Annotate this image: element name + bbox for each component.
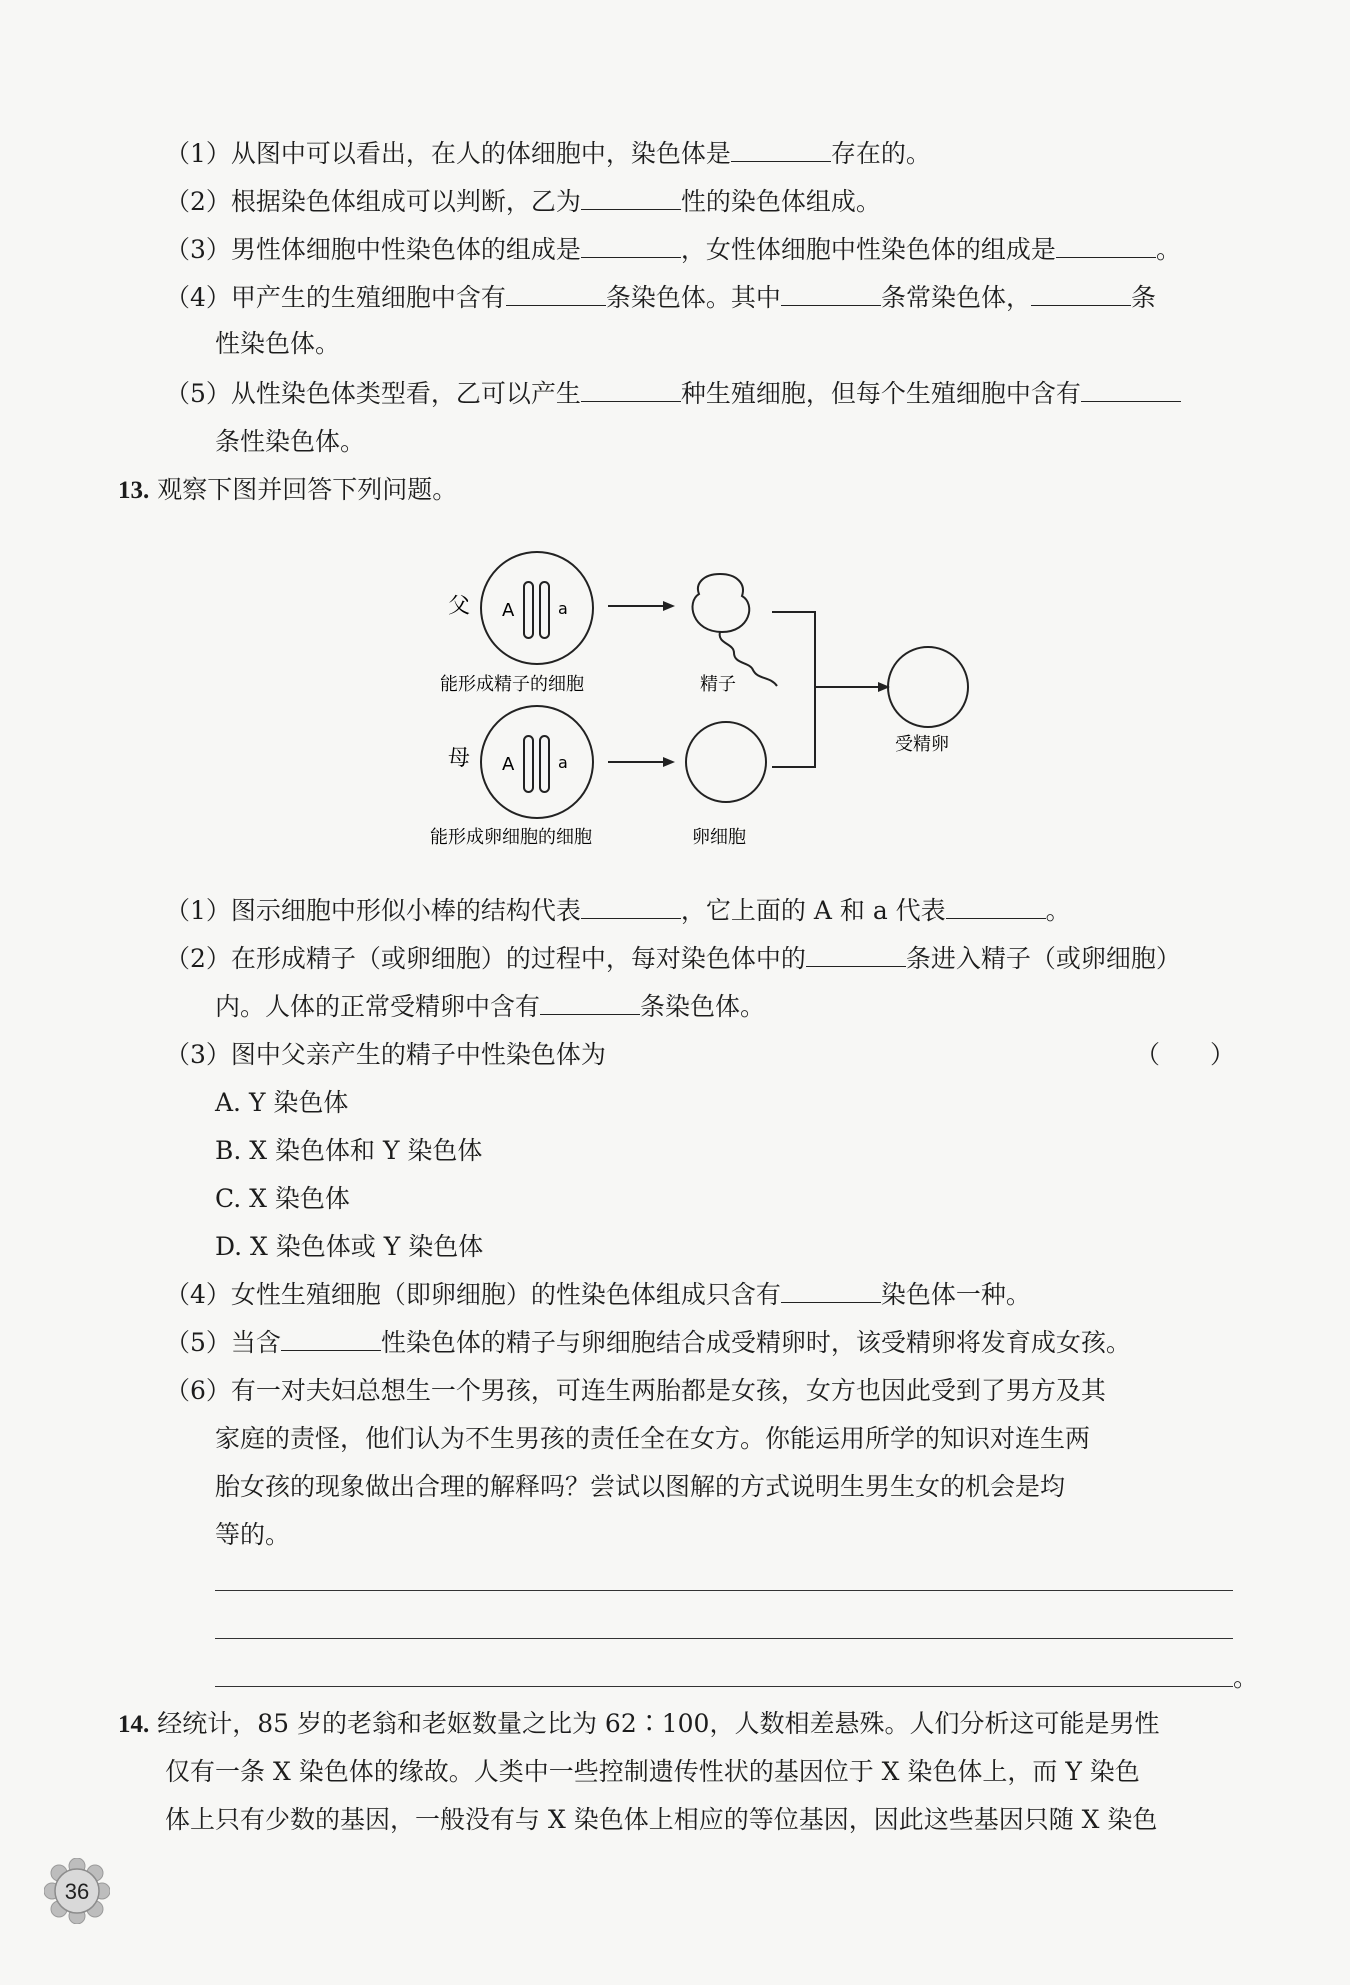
question-number: 14. [118,1711,150,1738]
joining-bracket [772,612,815,767]
option-c[interactable] [215,1181,350,1217]
answer-blank[interactable] [506,281,606,306]
chromosome-rod [540,736,549,792]
q12-item-1-text-b: 存在的。 [830,139,931,168]
answer-end-mark [1233,1660,1258,1696]
q12-item-3-text-a: （3）男性体细胞中性染色体的组成是 [165,235,581,264]
mother-label: 母 [448,746,471,771]
option-d-text: D. X 染色体或 Y 染色体 [215,1232,484,1261]
q12-item-4-text-d: 条 [1130,283,1156,312]
zygote-caption: 受精卵 [895,734,949,755]
answer-blank[interactable] [581,233,681,258]
q13-item-2-text-c: 内。人体的正常受精卵中含有 [215,992,541,1021]
sperm-forming-cell [481,552,593,664]
q12-item-5-text-a: （5）从性染色体类型看，乙可以产生 [165,379,581,408]
page-number-badge [44,1858,110,1924]
answer-end-mark-text: 。 [1233,1663,1259,1692]
q13-item-6 [165,1373,1106,1409]
q13-item-5 [165,1325,1131,1361]
egg-cell-caption: 能形成卵细胞的细胞 [430,827,592,848]
egg-cell [686,722,766,802]
q12-item-4-cont [215,326,340,362]
answer-blank[interactable] [281,1326,381,1351]
q13-item-2-text-a: （2）在形成精子（或卵细胞）的过程中，每对染色体中的 [165,944,806,973]
q12-item-2 [165,184,881,220]
q13-item-1-text-c: 。 [1045,896,1071,925]
answer-blank[interactable] [581,894,681,919]
chromosome-rod [524,582,533,638]
option-b-text: B. X 染色体和 Y 染色体 [215,1136,483,1165]
q12-item-5 [165,376,1181,412]
father-label: 父 [448,594,471,619]
q13-item-6-cont-1 [215,1421,1090,1457]
sperm-caption: 精子 [700,674,736,695]
fertilization-diagram [420,540,980,860]
q13-stem [118,472,457,509]
q13-item-3 [165,1037,606,1073]
q13-item-5-text-b: 性染色体的精子与卵细胞结合成受精卵时，该受精卵将发育成女孩。 [380,1328,1131,1357]
answer-line[interactable] [215,1590,1233,1591]
answer-line[interactable] [215,1686,1233,1687]
option-b[interactable] [215,1133,482,1169]
q13-item-2 [165,941,1181,977]
q13-item-2-cont [215,989,765,1025]
allele-a-label: a [558,753,568,772]
q14-text-2: 仅有一条 X 染色体的缘故。人类中一些控制遗传性状的基因位于 X 染色体上，而 Y 染色 [165,1757,1140,1786]
q13-item-5-text-a: （5）当含 [165,1328,281,1357]
allele-a-label: a [558,599,568,618]
q12-item-1 [165,136,931,172]
q14-line-2 [165,1754,1140,1790]
q13-item-2-text-b: 条进入精子（或卵细胞） [905,944,1181,973]
answer-blank[interactable] [581,377,681,402]
answer-blank[interactable] [1056,233,1156,258]
chromosome-rod [524,736,533,792]
q12-item-4-text-e: 性染色体。 [215,329,341,358]
q12-item-5-text-c: 条性染色体。 [215,427,366,456]
q13-item-6-line-2: 家庭的责怪，他们认为不生男孩的责任全在女方。你能运用所学的知识对连生两 [215,1424,1091,1453]
q12-item-2-text-b: 性的染色体组成。 [680,187,881,216]
q13-item-4-text-a: （4）女性生殖细胞（即卵细胞）的性染色体组成只含有 [165,1280,781,1309]
answer-parentheses-text: （ ） [1135,1040,1236,1069]
q12-item-2-text-a: （2）根据染色体组成可以判断，乙为 [165,187,581,216]
q13-item-4 [165,1277,1031,1313]
q12-item-5-cont [215,424,365,460]
q13-item-6-cont-3 [215,1517,290,1553]
answer-blank[interactable] [946,894,1046,919]
q12-item-5-text-b: 种生殖细胞，但每个生殖细胞中含有 [680,379,1081,408]
q13-item-4-text-b: 染色体一种。 [880,1280,1031,1309]
answer-line[interactable] [215,1638,1233,1639]
q12-item-3 [165,232,1181,268]
q13-item-1-text-a: （1）图示细胞中形似小棒的结构代表 [165,896,581,925]
q14-text-3: 体上只有少数的基因，一般没有与 X 染色体上相应的等位基因，因此这些基因只随 X 染色 [165,1805,1158,1834]
q12-item-4-text-c: 条常染色体， [880,283,1031,312]
answer-parentheses[interactable] [1135,1037,1235,1073]
egg-forming-cell [481,706,593,818]
answer-blank[interactable] [781,281,881,306]
q12-item-3-text-b: ，女性体细胞中性染色体的组成是 [680,235,1056,264]
option-d[interactable] [215,1229,483,1265]
answer-blank[interactable] [1031,281,1131,306]
zygote [888,647,968,727]
option-a-text: A. Y 染色体 [215,1088,349,1117]
q13-item-6-line-4: 等的。 [215,1520,291,1549]
egg-caption: 卵细胞 [692,827,746,848]
q13-item-3-text: （3）图中父亲产生的精子中性染色体为 [165,1040,606,1069]
q12-item-1-text-a: （1）从图中可以看出，在人的体细胞中，染色体是 [165,139,731,168]
q13-item-6-line-3: 胎女孩的现象做出合理的解释吗？尝试以图解的方式说明生男生女的机会是均 [215,1472,1066,1501]
answer-blank[interactable] [1081,377,1181,402]
q13-item-6-cont-2 [215,1469,1065,1505]
answer-blank[interactable] [781,1278,881,1303]
q12-item-4-text-a: （4）甲产生的生殖细胞中含有 [165,283,506,312]
sperm-head [693,574,750,632]
option-a[interactable] [215,1085,348,1121]
allele-A-label: A [502,600,515,621]
q14-line-3 [165,1802,1157,1838]
q12-item-4-text-b: 条染色体。其中 [605,283,781,312]
q13-item-1 [165,893,1071,929]
arrow-head [663,601,675,611]
q13-stem-text: 观察下图并回答下列问题。 [157,475,458,504]
option-c-text: C. X 染色体 [215,1184,350,1213]
q14-line-1 [118,1706,1159,1743]
q12-item-3-text-c: 。 [1155,235,1181,264]
allele-A-label: A [502,754,515,775]
q12-item-4 [165,280,1156,316]
answer-blank[interactable] [581,185,681,210]
q13-item-2-text-d: 条染色体。 [640,992,766,1021]
question-number: 13. [118,477,150,504]
answer-blank[interactable] [731,137,831,162]
sperm-cell-caption: 能形成精子的细胞 [440,674,584,695]
q13-item-1-text-b: ，它上面的 A 和 a 代表 [680,896,946,925]
answer-blank[interactable] [806,942,906,967]
q14-text-1: 经统计，85 岁的老翁和老妪数量之比为 62∶100，人数相差悬殊。人们分析这可能是男性 [157,1709,1160,1738]
answer-blank[interactable] [540,990,640,1015]
q13-item-6-line-1: （6）有一对夫妇总想生一个男孩，可连生两胎都是女孩，女方也因此受到了男方及其 [165,1376,1106,1405]
page-number: 36 [64,1879,90,1904]
arrow-head [663,757,675,767]
chromosome-rod [540,582,549,638]
